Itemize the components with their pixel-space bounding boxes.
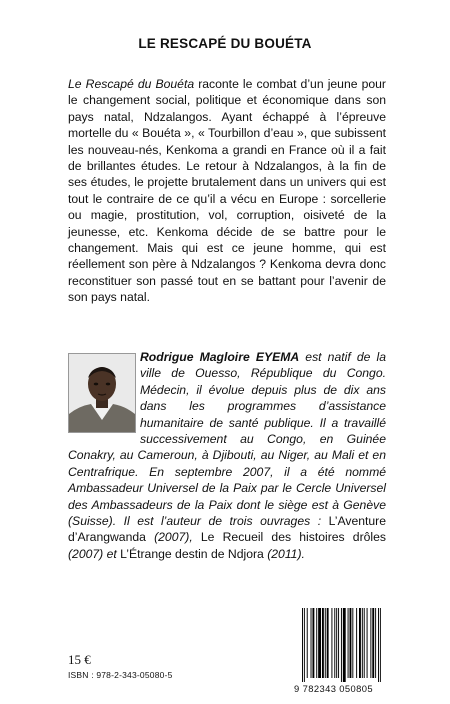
isbn: ISBN : 978-2-343-05080-5 bbox=[68, 670, 173, 680]
book-summary bbox=[68, 76, 386, 306]
bio-year-1: (2007), bbox=[145, 530, 201, 545]
bio-book-3: L’Étrange destin de Ndjora bbox=[120, 546, 264, 561]
bio-book-2: Le Recueil des histoires drôles bbox=[200, 530, 386, 545]
bio-text: est natif de la ville de Ouesso, République du Congo. Médecin, il évolue depuis plus de dix ans dans les programmes d’assistance humanitaire de santé publique. Il a travaillé successivement au Congo, en Guinée Conakry, au Cameroun, à Djibouti, au Niger, au Mali et en Centrafrique. En septembre 2007, il a été nommé Ambassadeur Universel de la Paix par le Cercle Universel des Ambassadeurs de la Paix dont le siège est à Genève (Suisse). Il est l’auteur de trois ouvrages : bbox=[68, 350, 386, 529]
price: 15 € bbox=[68, 652, 91, 667]
barcode-image bbox=[300, 608, 400, 682]
bio-year-2: (2007) et bbox=[68, 546, 121, 561]
bio-book-1: L’Aventure d’Arangwanda bbox=[68, 514, 386, 545]
summary-text: raconte le combat d’un jeune pour le changement social, politique et économique dans son pays natal, Ndzalangos. Ayant échappé à l’épreuve mortelle du « Bouéta », « Tourbillon d’eau », que subissent les nouveau-nés, Kenkoma a grandi en France où il a fait de brillantes études. Le retour à Ndzalangos, à la fin de ses études, le projette brutalement dans un univers qui est tout le contraire de ce qu’il a vécu en Europe : sorcellerie ou magie, prostitution, vol, corruption, oisiveté de la jeunesse, etc. Kenkoma décide de se battre pour le changement. Mais qui est ce jeune homme, qui est réellement son père à Ndzalangos ? Kenkoma devra donc reconstituer son passé tout en se battant pour l’avenir de son pays natal. bbox=[68, 77, 386, 305]
author-bio bbox=[68, 349, 386, 562]
barcode-digits: 9 782343 050805 bbox=[294, 683, 373, 694]
book-title: LE RESCAPÉ DU BOUÉTA bbox=[138, 36, 312, 51]
summary-book-title: Le Rescapé du Bouéta bbox=[68, 77, 195, 91]
bio-year-3: (2011). bbox=[263, 546, 305, 561]
author-name: Rodrigue Magloire EYEMA bbox=[140, 350, 300, 364]
